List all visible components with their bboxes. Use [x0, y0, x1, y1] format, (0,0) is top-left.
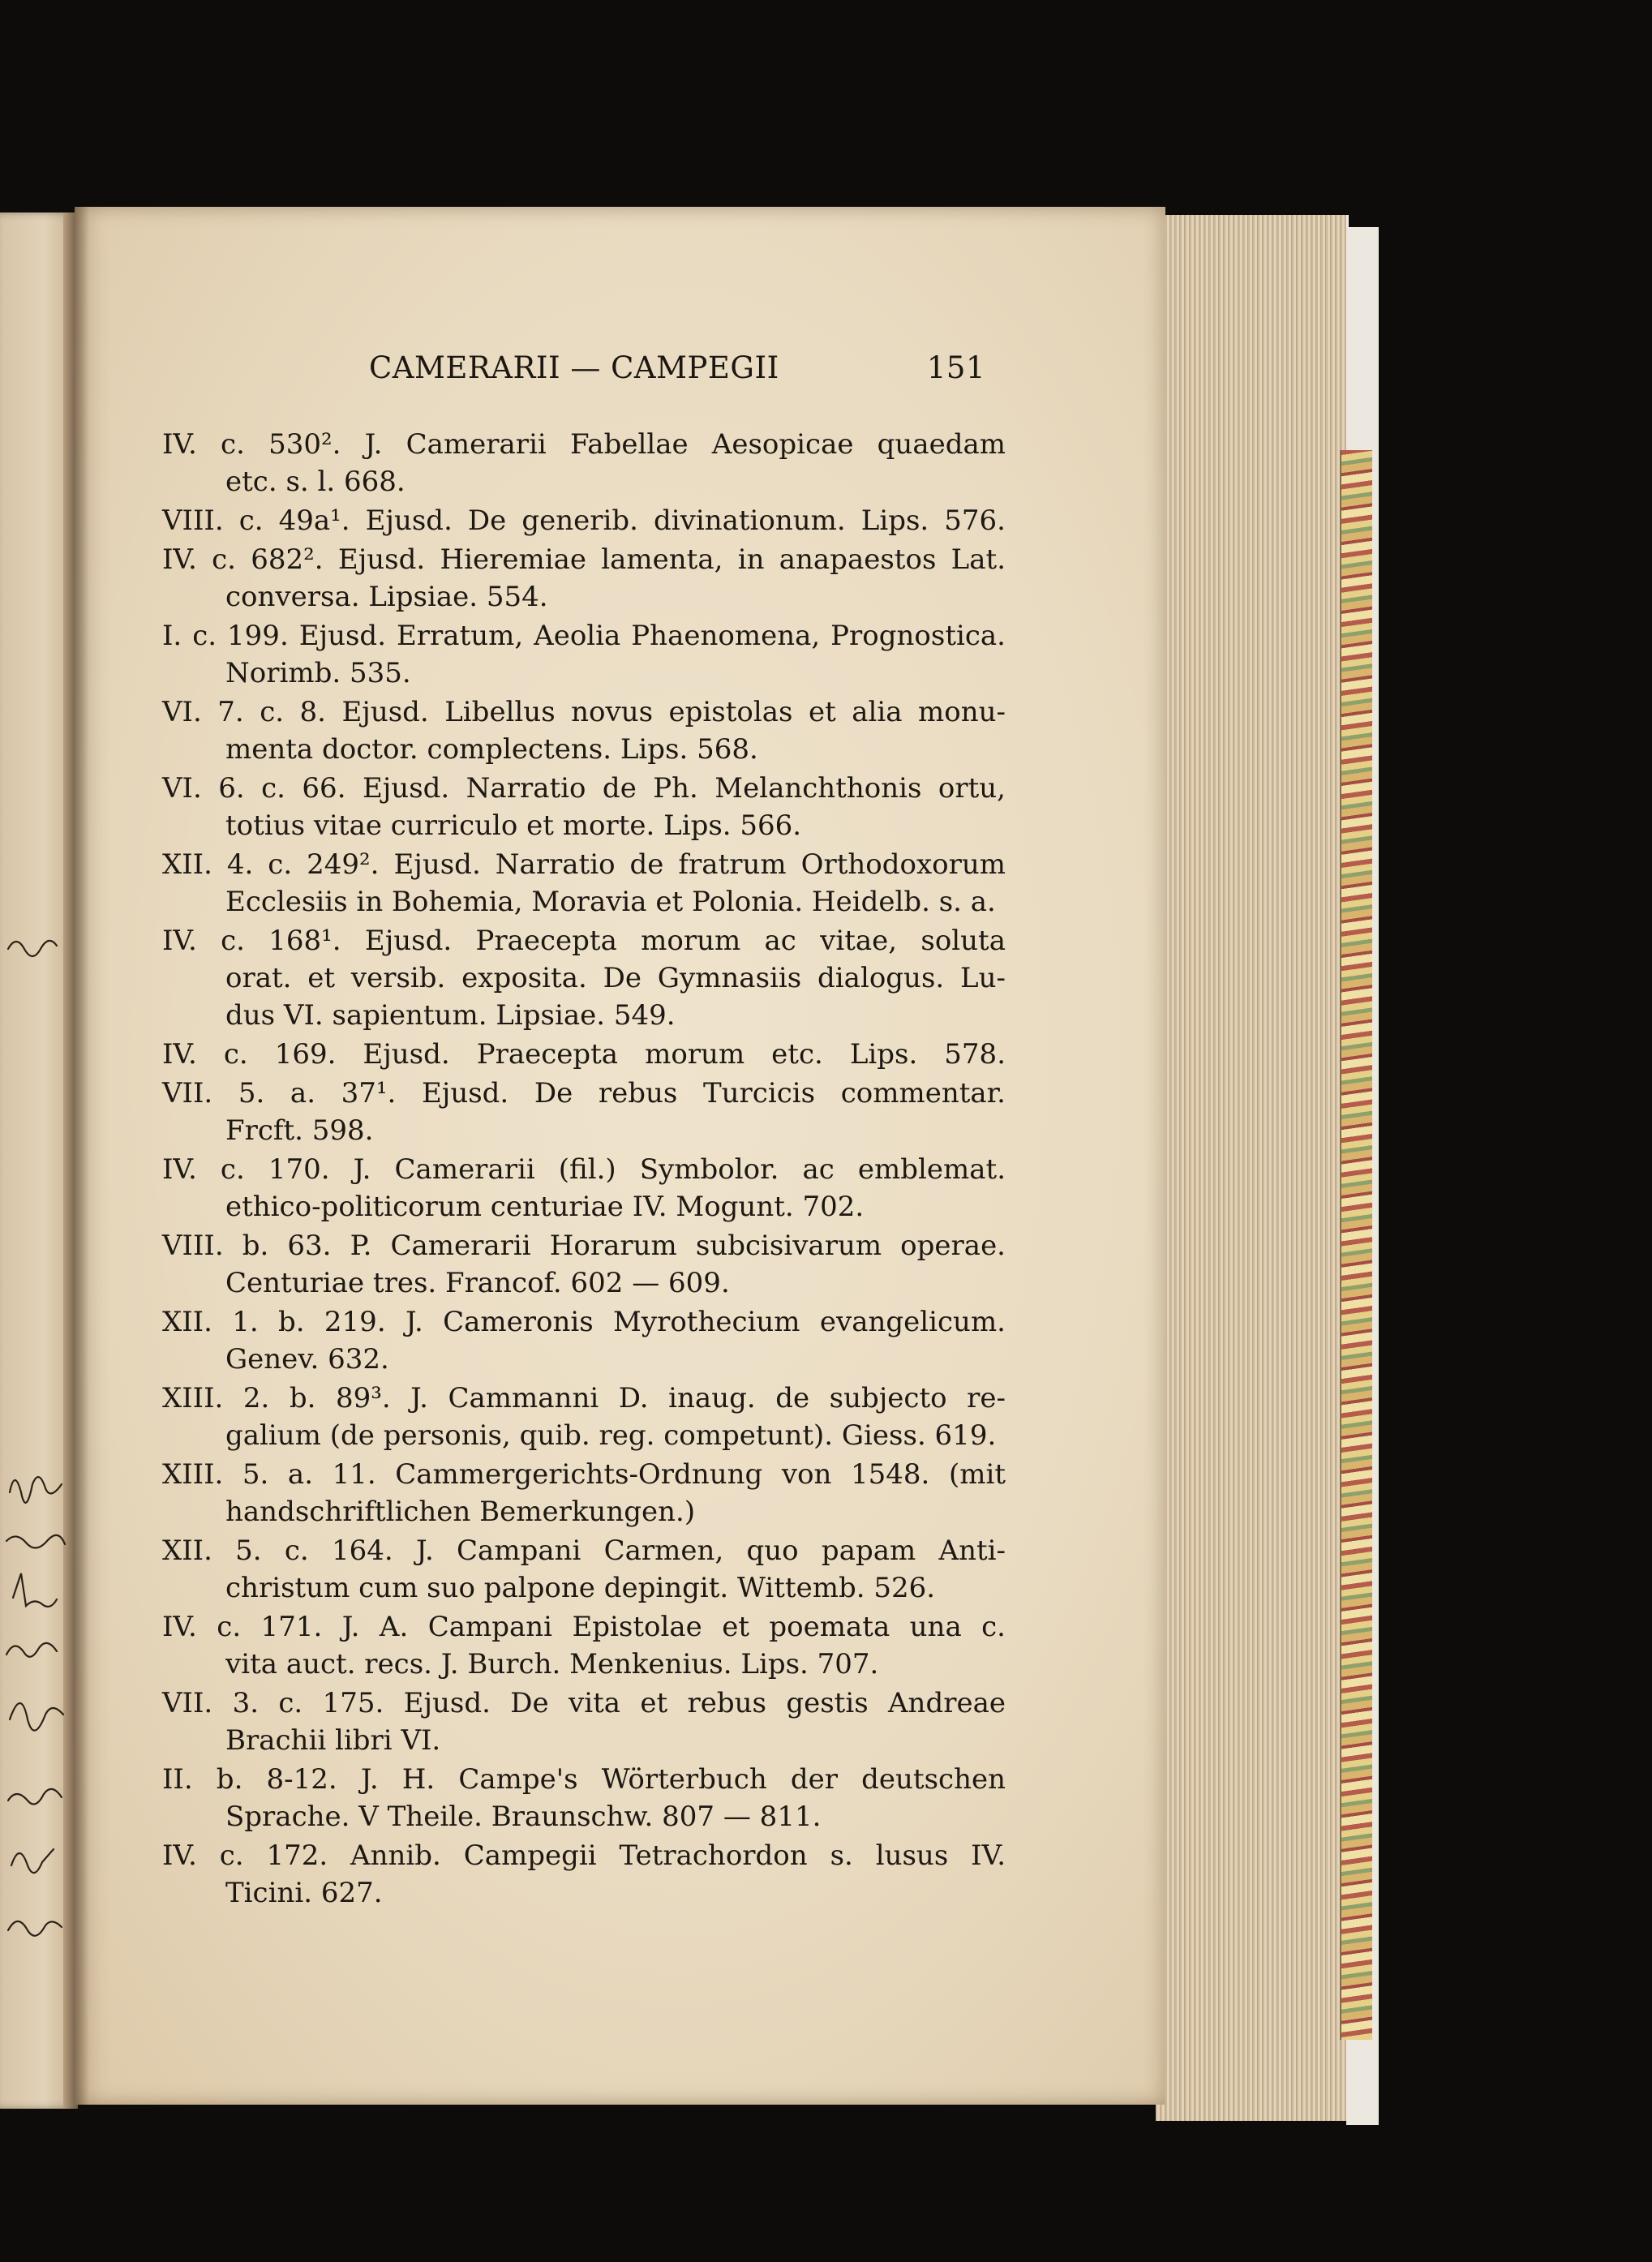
entry-continuation-line: Centuriae tres. Francof. 602 — 609. [225, 1267, 730, 1299]
entry-first-line: VIII. c. 49a¹. Ejusd. De generib. divinationum. Lips. 576. [162, 504, 1006, 537]
catalogue-entry [162, 1151, 1006, 1225]
entry-continuation-line: Genev. 632. [225, 1343, 389, 1376]
gutter-shadow [75, 207, 89, 2105]
entry-first-line: VI. 7. c. 8. Ejusd. Libellus novus epistolas et alia monu- [162, 696, 1006, 728]
running-title: CAMERARII — CAMPEGII [369, 350, 779, 385]
catalogue-entry [162, 1036, 1006, 1073]
entry-continuation-line: etc. s. l. 668. [225, 466, 405, 498]
entry-continuation-line: christum cum suo palpone depingit. Wittemb. 526. [225, 1572, 936, 1604]
catalogue-entry [162, 1532, 1006, 1607]
catalogue-entry [162, 426, 1006, 500]
entry-first-line: XII. 1. b. 219. J. Cameronis Myrothecium evangelicum. [162, 1306, 1006, 1338]
entry-first-line: VII. 3. c. 175. Ejusd. De vita et rebus gestis Andreae [162, 1687, 1006, 1719]
catalogue-entry [162, 1685, 1006, 1759]
catalogue-entry [162, 1075, 1006, 1149]
entry-first-line: XIII. 5. a. 11. Cammergerichts-Ordnung von 1548. (mit [162, 1458, 1006, 1491]
entry-continuation-line: Norimb. 535. [225, 657, 411, 689]
entry-continuation-line: dus VI. sapientum. Lipsiae. 549. [225, 999, 676, 1032]
catalogue-entry [162, 770, 1006, 844]
entry-continuation-line: Frcft. 598. [225, 1114, 374, 1147]
entry-continuation-line: galium (de personis, quib. reg. competunt). Giess. 619. [225, 1419, 997, 1452]
entry-continuation-line: totius vitae curriculo et morte. Lips. 566. [225, 809, 802, 842]
handwritten-margin-notes [2, 925, 73, 1979]
entry-continuation-line: orat. et versib. exposita. De Gymnasiis dialogus. Lu- [225, 962, 1006, 994]
entry-continuation-line: Ecclesiis in Bohemia, Moravia et Polonia. Heidelb. s. a. [225, 886, 996, 918]
entry-continuation-line: vita auct. recs. J. Burch. Menkenius. Lips. 707. [225, 1648, 879, 1680]
marbled-fore-edge [1340, 450, 1372, 2040]
catalogue-entry [162, 1303, 1006, 1378]
catalogue-entry [162, 1761, 1006, 1835]
page-number: 151 [926, 350, 985, 385]
entry-first-line: II. b. 8-12. J. H. Campe's Wörterbuch der deutschen [162, 1763, 1006, 1796]
catalogue-entry [162, 1608, 1006, 1683]
entry-first-line: IV. c. 682². Ejusd. Hieremiae lamenta, in anapaestos Lat. [162, 543, 1006, 576]
entry-first-line: IV. c. 172. Annib. Campegii Tetrachordon s. lusus IV. [162, 1839, 1006, 1872]
entry-first-line: XIII. 2. b. 89³. J. Cammanni D. inaug. de subjecto re- [162, 1382, 1006, 1414]
catalogue-entry [162, 922, 1006, 1034]
entry-continuation-line: ethico-politicorum centuriae IV. Mogunt. 702. [225, 1191, 865, 1223]
page-block-edge [1156, 215, 1349, 2121]
catalogue-entry [162, 693, 1006, 768]
page-header [369, 350, 985, 399]
entry-continuation-line: menta doctor. complectens. Lips. 568. [225, 733, 758, 766]
catalogue-entry [162, 1227, 1006, 1302]
entry-continuation-line: Sprache. V Theile. Braunschw. 807 — 811. [225, 1801, 822, 1833]
catalogue-entry [162, 617, 1006, 692]
entry-continuation-line: handschriftlichen Bemerkungen.) [225, 1496, 696, 1528]
entry-first-line: IV. c. 169. Ejusd. Praecepta morum etc. Lips. 578. [162, 1038, 1006, 1071]
catalogue-entry [162, 1837, 1006, 1912]
catalogue-entry [162, 846, 1006, 921]
catalogue-entry [162, 1380, 1006, 1454]
entry-first-line: IV. c. 171. J. A. Campani Epistolae et poemata una c. [162, 1611, 1006, 1643]
entry-first-line: VIII. b. 63. P. Camerarii Horarum subcisivarum operae. [162, 1230, 1006, 1262]
entry-continuation-line: conversa. Lipsiae. 554. [225, 581, 548, 613]
catalogue-entries [162, 426, 1006, 1913]
entry-first-line: IV. c. 170. J. Camerarii (fil.) Symbolor. ac emblemat. [162, 1153, 1006, 1186]
entry-first-line: I. c. 199. Ejusd. Erratum, Aeolia Phaenomena, Prognostica. [162, 620, 1006, 652]
catalogue-entry [162, 541, 1006, 616]
entry-continuation-line: Ticini. 627. [225, 1877, 383, 1909]
entry-continuation-line: Brachii libri VI. [225, 1724, 441, 1757]
entry-first-line: IV. c. 530². J. Camerarii Fabellae Aesopicae quaedam [162, 428, 1006, 461]
entry-first-line: XII. 4. c. 249². Ejusd. Narratio de fratrum Orthodoxorum [162, 848, 1006, 881]
entry-first-line: IV. c. 168¹. Ejusd. Praecepta morum ac vitae, soluta [162, 925, 1006, 957]
catalogue-entry [162, 502, 1006, 539]
entry-first-line: XII. 5. c. 164. J. Campani Carmen, quo papam Anti- [162, 1534, 1006, 1567]
entry-first-line: VII. 5. a. 37¹. Ejusd. De rebus Turcicis commentar. [162, 1077, 1006, 1110]
catalogue-entry [162, 1456, 1006, 1530]
entry-first-line: VI. 6. c. 66. Ejusd. Narratio de Ph. Melanchthonis ortu, [162, 772, 1006, 805]
